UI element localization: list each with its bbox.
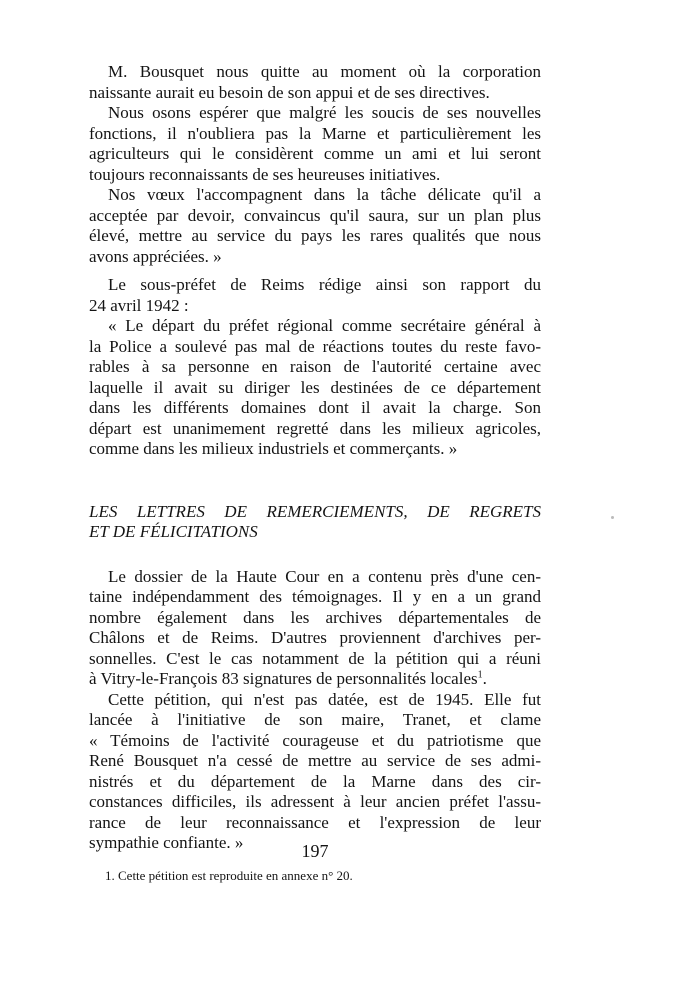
text-line: « Le départ du préfet régional comme secrétaire général à: [108, 316, 541, 335]
scan-speck: [611, 516, 614, 519]
text-line: la Police a soulevé pas mal de réactions toutes du reste favo-: [89, 336, 541, 356]
text-line: constances difficiles, ils adressent à leur ancien préfet l'assu-: [89, 792, 541, 811]
text-line: « Témoins de l'activité courageuse et du patriotisme que: [89, 730, 541, 750]
paragraph: [89, 185, 541, 267]
text-line: taine indépendamment des témoignages. Il y en a un grand: [89, 587, 541, 606]
page: [89, 62, 541, 884]
heading-line: LES LETTRES DE REMERCIEMENTS, DE REGRETS: [89, 501, 541, 521]
text-line: rance de leur reconnaissance et l'expression de leur: [89, 812, 541, 832]
text-line: lancée à l'initiative de son maire, Tranet, et clame: [89, 710, 541, 729]
text-line: rables à sa personne en raison de l'autorité certaine avec: [89, 357, 541, 376]
text-line: laquelle il avait su diriger les destinées de ce département: [89, 377, 541, 397]
text-line: agriculteurs qui le considèrent comme un ami et lui seront: [89, 144, 541, 163]
text-line: naissante aurait eu besoin de son appui et de ses directives.: [89, 82, 490, 102]
quote-paragraph: [89, 316, 541, 460]
text-line: toujours reconnaissants de ses heureuses initiatives.: [89, 164, 441, 184]
text-line: [89, 669, 541, 690]
paragraph: [89, 62, 541, 103]
text-line: nombre également dans les archives départementales de: [89, 607, 541, 627]
text-line: René Bousquet n'a cessé de mettre au service de ses admi-: [89, 751, 541, 770]
paragraph: [89, 567, 541, 690]
text-line: Le dossier de la Haute Cour en a contenu près d'une cen-: [108, 566, 541, 586]
text-line: nistrés et du département de la Marne dans des cir-: [89, 771, 541, 791]
text-line-content: à Vitry-le-François 83 signatures de personnalités locales: [89, 669, 478, 688]
text-line: sympathie confiante. »: [89, 833, 244, 852]
text-line: comme dans les milieux industriels et commerçants. »: [89, 439, 458, 458]
text-line: acceptée par devoir, convaincus qu'il saura, sur un plan plus: [89, 205, 541, 225]
text-line: Le sous-préfet de Reims rédige ainsi son rapport du: [108, 275, 541, 294]
footnote-ref: 1: [477, 669, 483, 681]
end-punct: .: [482, 669, 487, 688]
text-line: sonnelles. C'est le cas notamment de la pétition qui a réuni: [89, 648, 541, 668]
text-line: avons appréciées. »: [89, 246, 222, 266]
text-line: Nous osons espérer que malgré les soucis de ses nouvelles: [108, 103, 541, 122]
page-number: 197: [301, 841, 329, 861]
paragraph: [89, 275, 541, 316]
section-heading: [89, 502, 541, 543]
text-line: dans les différents domaines dont il avait la charge. Son: [89, 398, 541, 417]
text-line: Nos vœux l'accompagnent dans la tâche délicate qu'il a: [108, 185, 541, 204]
heading-line: ET DE FÉLICITATIONS: [89, 522, 258, 541]
footnote: 1. Cette pétition est reproduite en annexe n° 20.: [105, 867, 353, 883]
text-line: élevé, mettre au service du pays les rares qualités que nous: [89, 226, 541, 245]
text-line: 24 avril 1942 :: [89, 295, 189, 315]
paragraph: [89, 690, 541, 854]
paragraph: [89, 103, 541, 185]
text-line: M. Bousquet nous quitte au moment où la corporation: [108, 62, 541, 81]
text-line: Châlons et de Reims. D'autres proviennent d'archives per-: [89, 628, 541, 647]
text-line: fonctions, il n'oubliera pas la Marne et particulièrement les: [89, 123, 541, 143]
text-line: Cette pétition, qui n'est pas datée, est de 1945. Elle fut: [108, 689, 541, 709]
text-line: départ est unanimement regretté dans les milieux agricoles,: [89, 418, 541, 438]
